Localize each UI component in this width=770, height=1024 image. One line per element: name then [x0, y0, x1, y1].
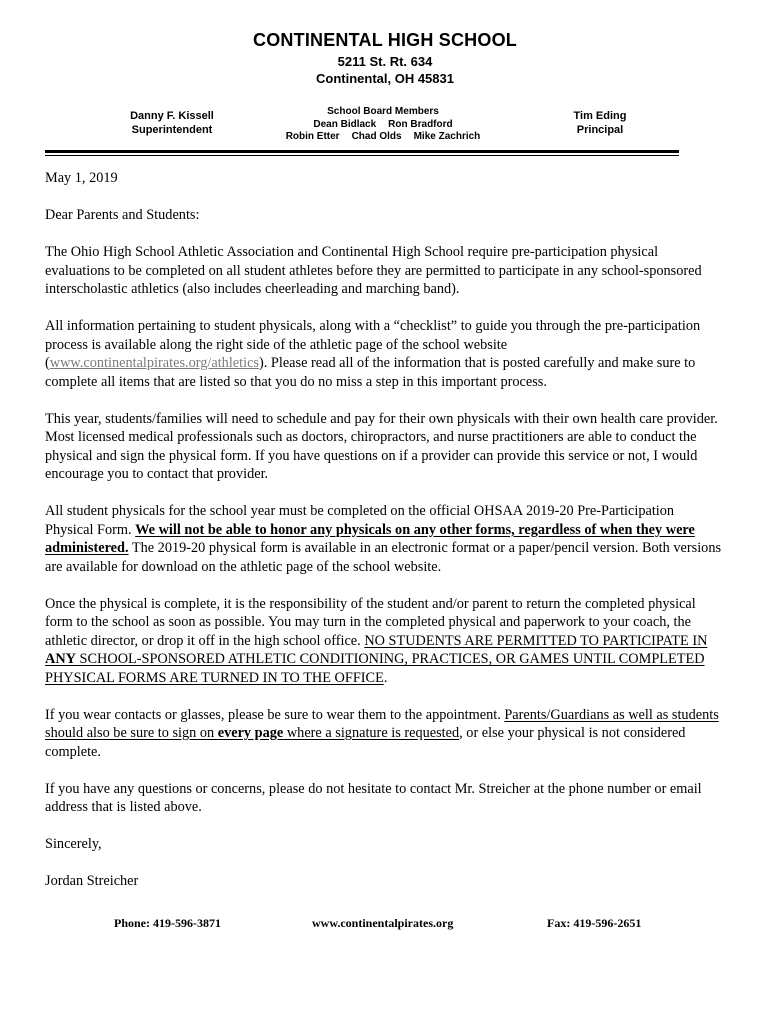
- school-name: CONTINENTAL HIGH SCHOOL: [253, 30, 517, 50]
- paragraph-1: The Ohio High School Athletic Association and Continental High School require pre-participation physical evaluations to be completed on all student athletes before they are permitted to participate in any school-sponsored interscholastic athletics (also includes cheerleading and marching band).: [45, 244, 702, 297]
- board-row-1: [248, 119, 518, 132]
- paragraph-6-u2: where a signature is requested: [283, 725, 460, 741]
- superintendent-title: Superintendent: [131, 124, 213, 136]
- superintendent-block: [110, 109, 234, 137]
- board-member: Ron Bradford: [388, 118, 453, 130]
- paragraph-6-text-a: If you wear contacts or glasses, please be sure to wear them to the appointment.: [45, 706, 505, 723]
- footer-phone: Phone: 419-596-3871: [114, 916, 221, 930]
- paragraph-5-end: .: [383, 669, 388, 686]
- footer-fax: Fax: 419-596-2651: [547, 916, 642, 930]
- board-members-block: [248, 106, 518, 144]
- paragraph-4: [45, 502, 725, 576]
- board-member: Dean Bidlack: [313, 118, 377, 130]
- paragraph-6: [45, 706, 725, 762]
- paragraph-2-text-a: All information pertaining to student physicals, along with a “checklist” to guide you through the pre-participation process is available along the right side of the athletic page of the school website (: [45, 318, 701, 371]
- board-member: Mike Zachrich: [413, 131, 481, 142]
- letter-signature: Jordan Streicher: [45, 873, 139, 889]
- paragraph-6-every-page: every page: [217, 725, 284, 741]
- address-line-2: Continental, OH 45831: [316, 71, 454, 86]
- superintendent-name: Danny F. Kissell: [130, 110, 214, 122]
- letter-body: [45, 169, 725, 909]
- board-row-2: [248, 131, 518, 144]
- header-divider-thick: [45, 150, 679, 153]
- paragraph-7: If you have any questions or concerns, please do not hesitate to contact Mr. Streicher at the phone number or email address that is listed above.: [45, 780, 702, 815]
- paragraph-5: [45, 595, 725, 688]
- letter-date: May 1, 2019: [45, 170, 118, 186]
- paragraph-4-text-b: The 2019-20 physical form is available in an electronic format or a paper/pencil version. Both versions are available for download on the athletic page of the school website.: [45, 540, 722, 575]
- board-title: School Board Members: [327, 106, 439, 117]
- board-member: Chad Olds: [351, 131, 402, 142]
- paragraph-2: [45, 317, 725, 391]
- principal-name: Tim Eding: [573, 110, 627, 122]
- paragraph-5-any: ANY: [45, 651, 76, 667]
- footer-website[interactable]: www.continentalpirates.org: [312, 916, 454, 930]
- paragraph-4-emphasis: We will not be able to honor any physicals on any other forms, regardless of when they were administered.: [45, 521, 695, 556]
- board-member: Robin Etter: [285, 131, 340, 142]
- principal-title: Principal: [576, 124, 624, 136]
- address-line-1: 5211 St. Rt. 634: [337, 54, 433, 69]
- letter-salutation: Dear Parents and Students:: [45, 207, 200, 223]
- athletics-link[interactable]: www.continentalpirates.org/athletics: [49, 355, 259, 371]
- letter-closing: Sincerely,: [45, 836, 102, 852]
- paragraph-6-text-b: , or else your physical is not considered complete.: [45, 725, 686, 760]
- paragraph-4-text-a: All student physicals for the school year must be completed on the official OHSAA 2019-20 Pre-Participation Physical Form.: [45, 503, 675, 538]
- paragraph-2-text-b: ). Please read all of the information that is posted carefully and make sure to complete all items that are listed so that you do no miss a step in this important process.: [45, 355, 696, 390]
- paragraph-5-warning-b: SCHOOL-SPONSORED ATHLETIC CONDITIONING, PRACTICES, OR GAMES UNTIL COMPLETED PHYSICAL FORMS ARE TURNED IN TO THE OFFICE: [45, 651, 705, 686]
- principal-block: [545, 109, 655, 137]
- header-divider-thin: [45, 155, 679, 156]
- paragraph-3: This year, students/families will need to schedule and pay for their own physicals with their own health care provider. Most licensed medical professionals such as doctors, chiropractors, and nurse practitioners are able to conduct the physical and sign the physical form. If you have questions on if a provider can provide this service or not, I would encourage you to contact that provider.: [45, 410, 718, 482]
- paragraph-5-warning-a: NO STUDENTS ARE PERMITTED TO PARTICIPATE IN: [364, 632, 708, 649]
- paragraph-6-u1: Parents/Guardians as well as students should also be sure to sign on: [45, 706, 719, 741]
- paragraph-5-text-a: Once the physical is complete, it is the responsibility of the student and/or parent to return the completed physical form to the school as soon as possible. You may turn in the completed physical and paperwork to your coach, the athletic director, or drop it off in the high school office.: [45, 595, 696, 649]
